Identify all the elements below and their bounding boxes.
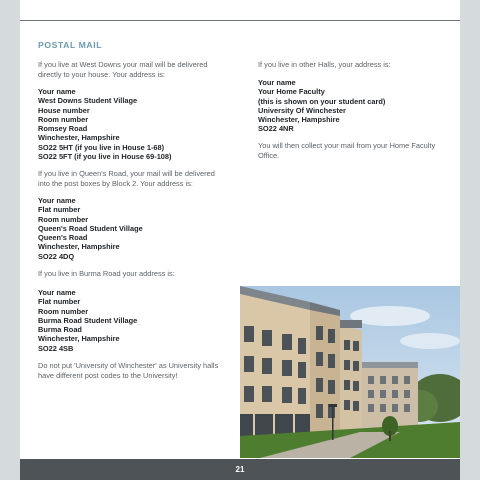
collect-note (258, 141, 435, 160)
address-line: Room number (38, 214, 89, 224)
text-line: If you live in other Halls, your address is: (258, 60, 391, 69)
address-line: Queen's Road Student Village (38, 223, 143, 233)
text-line: If you live in Burma Road your address is: (38, 269, 175, 278)
building-illustration (240, 286, 460, 458)
page-number: 21 (235, 465, 245, 474)
intro-other-halls (258, 60, 391, 70)
address-line: SO22 4SB (38, 343, 74, 353)
address-line: Winchester, Hampshire (258, 115, 340, 125)
text-line: Office. (258, 150, 280, 160)
intro-burma-road (38, 269, 175, 279)
address-line: SO22 5FT (if you live in House 69-108) (38, 152, 172, 162)
address-line: West Downs Student Village (38, 96, 138, 106)
address-line: Burma Road Student Village (38, 315, 138, 325)
address-line: Winchester, Hampshire (38, 133, 120, 143)
address-line: Burma Road (38, 325, 82, 335)
text-line: You will then collect your mail from your Home Faculty (258, 141, 436, 150)
address-line: Romsey Road (38, 124, 88, 134)
address-line: Room number (38, 114, 89, 124)
address-line: Queen's Road (38, 233, 88, 243)
address-line: Winchester, Hampshire (38, 334, 120, 344)
student-village-photo (240, 286, 460, 458)
address-line: House number (38, 105, 90, 115)
address-line: Flat number (38, 297, 81, 307)
text-line: If you live in Queen's Road, your mail will be delivered (38, 169, 215, 178)
intro-west-downs (38, 60, 208, 79)
text-line: have different post codes to the University! (38, 370, 178, 380)
university-note (38, 361, 218, 380)
address-line: Room number (38, 306, 89, 316)
address-line: Flat number (38, 205, 81, 215)
text-line: directly to your house. Your address is: (38, 69, 165, 79)
address-line: SO22 4NR (258, 124, 294, 134)
address-queens-road (38, 196, 143, 261)
address-line: University Of Winchester (258, 105, 346, 115)
document-page (20, 0, 460, 480)
address-line: Your Home Faculty (258, 87, 325, 97)
section-heading: POSTAL MAIL (38, 40, 103, 50)
address-line: Your name (38, 87, 76, 96)
address-west-downs (38, 87, 171, 161)
text-line: into the post boxes by Block 2. Your address is: (38, 178, 193, 188)
address-line: Your name (38, 196, 76, 205)
address-other-halls (258, 78, 385, 134)
address-burma-road (38, 288, 137, 353)
text-line: Do not put 'University of Winchester' as University halls (38, 361, 219, 370)
top-divider (20, 20, 460, 21)
address-line: (this is shown on your student card) (258, 96, 386, 106)
address-line: Your name (258, 78, 296, 87)
intro-queens-road (38, 169, 215, 188)
address-line: Your name (38, 288, 76, 297)
address-line: Winchester, Hampshire (38, 242, 120, 252)
address-line: SO22 4DQ (38, 251, 75, 261)
address-line: SO22 5HT (if you live in House 1-68) (38, 142, 165, 152)
text-line: If you live at West Downs your mail will be delivered (38, 60, 208, 69)
